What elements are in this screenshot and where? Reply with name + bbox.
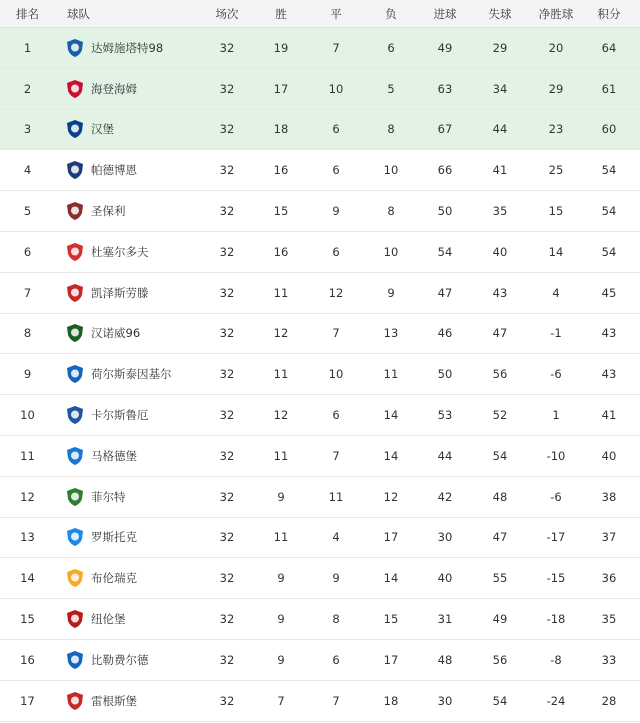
goals-against-cell: 40	[492, 244, 508, 259]
lost-cell: 17	[383, 652, 399, 667]
played-cell: 32	[219, 408, 235, 423]
goals-against-cell: 54	[492, 693, 508, 708]
table-row[interactable]	[0, 599, 640, 640]
points-cell: 37	[601, 530, 617, 545]
won-cell: 9	[277, 652, 285, 667]
goals-against-cell: 44	[492, 122, 508, 137]
goals-against-cell: 41	[492, 163, 508, 178]
header-goals-against[interactable]: 失球	[488, 6, 512, 21]
goal-difference-cell: -6	[550, 367, 562, 382]
braunschweig-crest-icon	[65, 568, 85, 588]
lost-cell: 8	[387, 204, 395, 219]
won-cell: 11	[273, 367, 289, 382]
table-row[interactable]	[0, 436, 640, 477]
goals-for-cell: 31	[437, 612, 453, 627]
goals-for-cell: 63	[437, 81, 453, 96]
drawn-cell: 9	[332, 571, 340, 586]
goal-difference-cell: 20	[548, 40, 564, 55]
points-cell: 40	[601, 448, 617, 463]
team-name[interactable]: 圣保利	[91, 204, 126, 219]
goals-for-cell: 48	[437, 652, 453, 667]
played-cell: 32	[219, 652, 235, 667]
lost-cell: 11	[383, 367, 399, 382]
points-cell: 60	[601, 122, 617, 137]
drawn-cell: 6	[332, 244, 340, 259]
lost-cell: 13	[383, 326, 399, 341]
lost-cell: 5	[387, 81, 395, 96]
drawn-cell: 6	[332, 652, 340, 667]
goal-difference-cell: 25	[548, 163, 564, 178]
table-row[interactable]	[0, 314, 640, 355]
drawn-cell: 6	[332, 163, 340, 178]
drawn-cell: 8	[332, 612, 340, 627]
won-cell: 11	[273, 530, 289, 545]
rank-cell: 16	[20, 652, 35, 667]
header-goal-difference[interactable]: 净胜球	[538, 6, 574, 21]
drawn-cell: 12	[328, 285, 344, 300]
points-cell: 38	[601, 489, 617, 504]
goals-for-cell: 42	[437, 489, 453, 504]
goal-difference-cell: 23	[548, 122, 564, 137]
dusseldorf-crest-icon	[65, 242, 85, 262]
goals-against-cell: 48	[492, 489, 508, 504]
rank-cell: 8	[23, 326, 32, 341]
goal-difference-cell: -18	[546, 612, 566, 627]
goal-difference-cell: -15	[546, 571, 566, 586]
points-cell: 43	[601, 367, 617, 382]
points-cell: 54	[601, 244, 617, 259]
played-cell: 32	[219, 571, 235, 586]
won-cell: 18	[273, 122, 289, 137]
goals-against-cell: 47	[492, 530, 508, 545]
hannover-96-crest-icon	[65, 323, 85, 343]
goal-difference-cell: 14	[548, 244, 564, 259]
goals-against-cell: 54	[492, 448, 508, 463]
header-drawn[interactable]: 平	[330, 6, 342, 21]
drawn-cell: 6	[332, 122, 340, 137]
bielefeld-crest-icon	[65, 650, 85, 670]
lost-cell: 6	[387, 40, 395, 55]
lost-cell: 12	[383, 489, 399, 504]
lost-cell: 14	[383, 571, 399, 586]
played-cell: 32	[219, 81, 235, 96]
table-row[interactable]	[0, 518, 640, 559]
table-row[interactable]	[0, 354, 640, 395]
rank-cell: 17	[20, 693, 35, 708]
heidenheim-crest-icon	[65, 79, 85, 99]
goals-for-cell: 47	[437, 285, 453, 300]
lost-cell: 15	[383, 612, 399, 627]
team-name[interactable]: 比勒费尔德	[91, 652, 149, 667]
team-name[interactable]: 达姆施塔特98	[91, 40, 164, 55]
won-cell: 11	[273, 285, 289, 300]
rank-cell: 4	[23, 163, 32, 178]
played-cell: 32	[219, 530, 235, 545]
goals-against-cell: 43	[492, 285, 508, 300]
goal-difference-cell: 1	[552, 408, 560, 423]
team-cell[interactable]	[55, 650, 202, 670]
goals-against-cell: 55	[492, 571, 508, 586]
drawn-cell: 10	[328, 367, 344, 382]
points-cell: 36	[601, 571, 617, 586]
goals-for-cell: 67	[437, 122, 453, 137]
goal-difference-cell: -17	[546, 530, 566, 545]
points-cell: 54	[601, 163, 617, 178]
team-cell[interactable]	[55, 160, 202, 180]
won-cell: 11	[273, 448, 289, 463]
won-cell: 16	[273, 163, 289, 178]
team-name[interactable]: 布伦瑞克	[91, 571, 137, 586]
table-row[interactable]	[0, 681, 640, 722]
rank-cell: 5	[23, 204, 32, 219]
goal-difference-cell: -10	[546, 448, 566, 463]
won-cell: 15	[273, 204, 289, 219]
goals-for-cell: 49	[437, 40, 453, 55]
rostock-crest-icon	[65, 527, 85, 547]
table-row[interactable]	[0, 69, 640, 110]
goals-against-cell: 56	[492, 652, 508, 667]
points-cell: 45	[601, 285, 617, 300]
team-cell[interactable]	[55, 487, 202, 507]
team-cell[interactable]	[55, 405, 202, 425]
points-cell: 41	[601, 408, 617, 423]
table-row[interactable]	[0, 28, 640, 69]
goals-for-cell: 50	[437, 204, 453, 219]
lost-cell: 10	[383, 163, 399, 178]
rank-cell: 15	[20, 612, 35, 627]
lost-cell: 8	[387, 122, 395, 137]
played-cell: 32	[219, 122, 235, 137]
drawn-cell: 10	[328, 81, 344, 96]
furth-crest-icon	[65, 487, 85, 507]
table-row[interactable]	[0, 640, 640, 681]
played-cell: 32	[219, 693, 235, 708]
team-cell[interactable]	[55, 119, 202, 139]
played-cell: 32	[219, 448, 235, 463]
goals-for-cell: 50	[437, 367, 453, 382]
won-cell: 7	[277, 693, 285, 708]
goals-for-cell: 30	[437, 530, 453, 545]
team-cell[interactable]	[55, 201, 202, 221]
team-name[interactable]: 海登海姆	[91, 81, 137, 96]
drawn-cell: 7	[332, 693, 340, 708]
team-cell[interactable]	[55, 283, 202, 303]
drawn-cell: 11	[328, 489, 344, 504]
drawn-cell: 7	[332, 326, 340, 341]
paderborn-crest-icon	[65, 160, 85, 180]
regensburg-crest-icon	[65, 691, 85, 711]
lost-cell: 14	[383, 448, 399, 463]
team-name[interactable]: 菲尔特	[91, 489, 126, 504]
team-cell[interactable]	[55, 364, 202, 384]
team-name[interactable]: 雷根斯堡	[91, 693, 137, 708]
goals-against-cell: 56	[492, 367, 508, 382]
header-goals-for[interactable]: 进球	[433, 6, 457, 21]
goal-difference-cell: -1	[550, 326, 562, 341]
goal-difference-cell: -24	[546, 693, 566, 708]
table-row[interactable]	[0, 110, 640, 151]
rank-cell: 10	[20, 408, 35, 423]
drawn-cell: 7	[332, 40, 340, 55]
goal-difference-cell: 4	[552, 285, 560, 300]
played-cell: 32	[219, 612, 235, 627]
team-name[interactable]: 马格德堡	[91, 448, 137, 463]
played-cell: 32	[219, 367, 235, 382]
goals-against-cell: 29	[492, 40, 508, 55]
team-cell[interactable]	[55, 38, 202, 58]
hamburg-crest-icon	[65, 119, 85, 139]
lost-cell: 18	[383, 693, 399, 708]
goals-against-cell: 34	[492, 81, 508, 96]
won-cell: 9	[277, 571, 285, 586]
played-cell: 32	[219, 326, 235, 341]
table-row[interactable]	[0, 232, 640, 273]
magdeburg-crest-icon	[65, 446, 85, 466]
rank-cell: 7	[23, 285, 32, 300]
lost-cell: 10	[383, 244, 399, 259]
lost-cell: 17	[383, 530, 399, 545]
won-cell: 19	[273, 40, 289, 55]
st-pauli-crest-icon	[65, 201, 85, 221]
rank-cell: 11	[20, 448, 35, 463]
lost-cell: 9	[387, 285, 395, 300]
lost-cell: 14	[383, 408, 399, 423]
header-lost[interactable]: 负	[385, 6, 397, 21]
holstein-kiel-crest-icon	[65, 364, 85, 384]
goal-difference-cell: -6	[550, 489, 562, 504]
drawn-cell: 4	[332, 530, 340, 545]
team-name[interactable]: 凯泽斯劳滕	[91, 285, 149, 300]
header-won[interactable]: 胜	[275, 6, 287, 21]
rank-cell: 2	[23, 81, 32, 96]
team-cell[interactable]	[55, 242, 202, 262]
goals-for-cell: 44	[437, 448, 453, 463]
goal-difference-cell: 29	[548, 81, 564, 96]
drawn-cell: 7	[332, 448, 340, 463]
drawn-cell: 9	[332, 204, 340, 219]
points-cell: 54	[601, 204, 617, 219]
team-name[interactable]: 帕德博恩	[91, 163, 137, 178]
rank-cell: 13	[20, 530, 35, 545]
team-cell[interactable]	[55, 568, 202, 588]
table-row[interactable]	[0, 477, 640, 518]
points-cell: 28	[601, 693, 617, 708]
won-cell: 12	[273, 408, 289, 423]
rank-cell: 1	[23, 40, 32, 55]
goals-for-cell: 46	[437, 326, 453, 341]
played-cell: 32	[219, 285, 235, 300]
rank-cell: 9	[23, 367, 32, 382]
goals-for-cell: 30	[437, 693, 453, 708]
kaiserslautern-crest-icon	[65, 283, 85, 303]
table-header	[0, 0, 640, 28]
won-cell: 17	[273, 81, 289, 96]
goal-difference-cell: -8	[550, 652, 562, 667]
table-row[interactable]	[0, 558, 640, 599]
header-rank[interactable]: 排名	[16, 6, 39, 21]
team-name[interactable]: 荷尔斯泰因基尔	[91, 367, 172, 382]
won-cell: 12	[273, 326, 289, 341]
table-body	[0, 28, 640, 722]
goals-against-cell: 52	[492, 408, 508, 423]
table-row[interactable]	[0, 273, 640, 314]
team-name[interactable]: 纽伦堡	[91, 612, 126, 627]
team-name[interactable]: 汉堡	[91, 122, 114, 137]
drawn-cell: 6	[332, 408, 340, 423]
rank-cell: 3	[23, 122, 32, 137]
karlsruhe-crest-icon	[65, 405, 85, 425]
darmstadt-98-crest-icon	[65, 38, 85, 58]
table-row[interactable]	[0, 150, 640, 191]
rank-cell: 12	[20, 489, 35, 504]
played-cell: 32	[219, 204, 235, 219]
played-cell: 32	[219, 244, 235, 259]
team-cell[interactable]	[55, 691, 202, 711]
won-cell: 16	[273, 244, 289, 259]
table-row[interactable]	[0, 191, 640, 232]
points-cell: 43	[601, 326, 617, 341]
goals-for-cell: 54	[437, 244, 453, 259]
header-team[interactable]: 球队	[67, 6, 90, 21]
team-name[interactable]: 卡尔斯鲁厄	[91, 408, 149, 423]
team-cell[interactable]	[55, 323, 202, 343]
goals-for-cell: 40	[437, 571, 453, 586]
team-cell[interactable]	[55, 527, 202, 547]
table-row[interactable]	[0, 395, 640, 436]
team-name[interactable]: 汉诺威96	[91, 326, 141, 341]
goals-against-cell: 49	[492, 612, 508, 627]
played-cell: 32	[219, 489, 235, 504]
points-cell: 61	[601, 81, 617, 96]
goals-against-cell: 47	[492, 326, 508, 341]
points-cell: 35	[601, 612, 617, 627]
played-cell: 32	[219, 40, 235, 55]
team-cell[interactable]	[55, 609, 202, 629]
goal-difference-cell: 15	[548, 204, 564, 219]
rank-cell: 6	[23, 244, 32, 259]
rank-cell: 14	[20, 571, 35, 586]
won-cell: 9	[277, 612, 285, 627]
header-played[interactable]: 场次	[215, 6, 239, 21]
team-name[interactable]: 罗斯托克	[91, 530, 137, 545]
points-cell: 33	[601, 652, 617, 667]
nurnberg-crest-icon	[65, 609, 85, 629]
won-cell: 9	[277, 489, 285, 504]
header-points[interactable]: 积分	[597, 6, 621, 21]
played-cell: 32	[219, 163, 235, 178]
goals-for-cell: 53	[437, 408, 453, 423]
team-cell[interactable]	[55, 79, 202, 99]
team-cell[interactable]	[55, 446, 202, 466]
team-name[interactable]: 杜塞尔多夫	[91, 244, 149, 259]
points-cell: 64	[601, 40, 617, 55]
goals-for-cell: 66	[437, 163, 453, 178]
goals-against-cell: 35	[492, 204, 508, 219]
